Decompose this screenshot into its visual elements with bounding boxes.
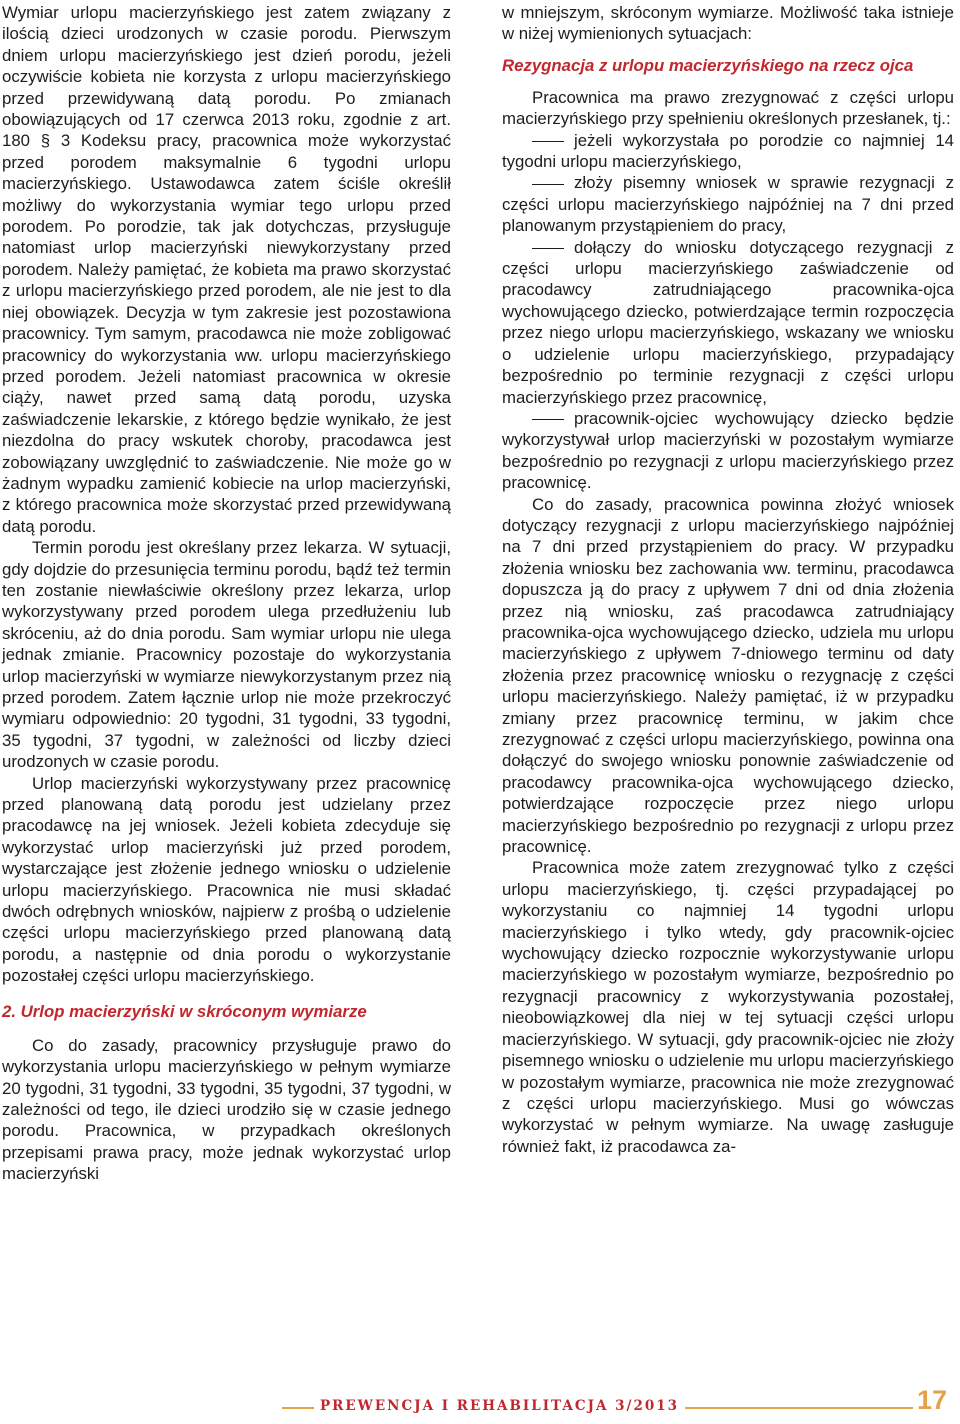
paragraph: Pracownica może zatem zrezygnować tylko z części urlopu macierzyńskiego, tj. części przypadającej po wykorzystaniu co najmniej 14 tygodni urlopu macierzyńskiego i tylko wtedy, gdy pracownik-ojciec wychowujący dziecko rozpocznie wykorzystywanie urlopu macierzyńskiego w pozostałym wymiarze, bezpośrednio po rezygnacji pracownicy z wykorzystywania pozostałej, nieobowiązkowej dla niej w tej sytuacji części urlopu macierzyńskiego. W sytuacji, gdy pracownik-ojciec nie złoży pisemnego wniosku o udzielenie mu urlopu macierzyńskiego w pozostałym wymiarze, pracownica nie może zrezygnować z części urlopu macierzyńskiego. Musi go wówczas wykorzystać w pełnym wymiarze. Na uwagę zasługuje również fakt, iż pracodawca za- [502, 858, 954, 1156]
paragraph: Co do zasady, pracownicy przysługuje prawo do wykorzystania urlopu macierzyńskiego w pełnym wymiarze 20 tygodni, 31 tygodni, 33 tygodni, 35 tygodni, 37 tygodni, w zależności od tego, ile dzieci urodziło się w czasie jednego porodu. Pracownica, w przypadkach określonych przepisami prawa pracy, może jednak wykorzystać urlop macierzyński [2, 1035, 451, 1184]
paragraph: w mniejszym, skróconym wymiarze. Możliwość taka istnieje w niżej wymienionych sytuacjach: [502, 3, 954, 44]
list-item-text: jeżeli wykorzystała po porodzie co najmniej 14 tygodni urlopu macierzyńskiego, [502, 130, 954, 172]
list-item-text: dołączy do wniosku dotyczącego rezygnacji z części urlopu macierzyńskiego zaświadczenie od pracodawcy zatrudniającego pracownika-ojca wychowującego dziecko, potwierdzające termin rozpoczęcia przez niego urlopu macierzyńskiego, wskazany we wniosku o udzielenie urlopu macierzyńskiego, przypadający bezpośrednio po terminie rezygnacji z części urlopu macierzyńskiego przez pracownicę, [502, 237, 954, 407]
dash-icon [532, 419, 564, 420]
paragraph: Wymiar urlopu macierzyńskiego jest zatem związany z ilością dzieci urodzonych w czasie porodu. Pierwszym dniem urlopu macierzyńskiego jest dzień porodu, jeżeli oczywiście kobieta nie korzysta z urlopu macierzyńskiego przed przewidywaną datą porodu. Po zmianach obowiązujących od 17 czerwca 2013 roku, zgodnie z art. 180 § 3 Kodeksu pracy, pracownica może wykorzystać przed porodem maksymalnie 6 tygodni urlopu macierzyńskiego. Ustawodawca zatem ściśle określił możliwy do wykorzystania wymiar tego urlopu przed porodem. Po porodzie, tak jak dotychczas, przysługuje natomiast urlop macierzyński niewykorzystany przed porodem. Należy pamiętać, że kobieta ma prawo skorzystać z urlopu macierzyńskiego przed porodem, ale nie jest to dla niej obowiązek. Decyzja w tym zakresie jest pozostawiona pracownicy. Tym samym, pracodawca nie może zobligować pracownicy do wykorzystania ww. urlopu macierzyńskiego przed porodem. Jeżeli natomiast pracownica w okresie ciąży, nawet przed samą datą porodu, uzyska zaświadczenie lekarskie, z którego będzie wynikało, że jest niezdolna do pracy wskutek choroby, pracodawca jest zobowiązany uwzględnić to zaświadczenie. Nie może go w żadnym wypadku zamienić kobiecie na urlop macierzyński, z którego pracownica może skorzystać przed przewidywaną datą porodu. [2, 3, 451, 536]
paragraph: Termin porodu jest określany przez lekarza. W sytuacji, gdy dojdzie do przesunięcia terminu porodu, bądź też termin ten zostanie niewłaściwie określony przez lekarza, urlop wykorzystywany przed porodem ulega przedłużeniu lub skróceniu, aż do dnia porodu. Sam wymiar urlopu nie ulega jednak zmianie. Pracownicy pozostaje do wykorzystania urlop macierzyński w wymiarze niewykorzystanym przez nią przed porodem. Zatem łącznie urlop nie może przekroczyć wymiaru odpowiednio: 20 tygodni, 31 tygodni, 33 tygodni, 35 tygodni, 37 tygodni, w zależności od liczby dzieci urodzonych w czasie porodu. [2, 538, 451, 772]
subheading: Rezygnacja z urlopu macierzyńskiego na rzecz ojca [502, 55, 914, 75]
dash-icon [532, 141, 564, 142]
list-item [502, 408, 954, 494]
list-item [502, 172, 954, 236]
left-column [2, 2, 451, 1185]
list-item [502, 130, 954, 173]
paragraph: Co do zasady, pracownica powinna złożyć wniosek dotyczący rezygnacji z urlopu macierzyńskiego najpóźniej na 7 dni przed przystąpieniem do pracy. W przypadku złożenia wniosku bez zachowania ww. terminu, pracodawca dopuszcza ją do pracy z upływem 7 dni od dnia złożenia przez nią wniosku, zaś pracodawca zatrudniający pracownika-ojca wychowującego dziecko, udziela mu urlopu macierzyńskiego z upływem 7-dniowego terminu od daty złożenia przez pracownicę wniosku o rezygnację z części urlopu macierzyńskiego. Należy pamiętać, iż w przypadku zmiany przez pracownicę terminu, w jakim chce zrezygnować z części urlopu macierzyńskiego, powinna ona dołączyć do swojego wniosku ponownie zaświadczenie od pracodawcy pracownika-ojca wychowującego dziecko, potwierdzające rozpoczęcie przez niego urlopu macierzyńskiego bezpośrednio po rezygnacji z urlopu przez pracownicę. [502, 494, 954, 857]
paragraph: Urlop macierzyński wykorzystywany przez pracownicę przed planowaną datą porodu jest udzielany przez pracodawcę na jej wniosek. Jeżeli kobieta zdecyduje się wykorzystać urlop macierzyński już przed porodem, wystarczające jest złożenie jednego wniosku o udzielenie urlopu macierzyńskiego. Pracownica nie musi składać dwóch odrębnych wniosków, najpierw z prośbą o udzielenie części urlopu macierzyńskiego przed planowaną datą porodu, a następnie od dnia porodu o wykorzystanie pozostałej części urlopu macierzyńskiego. [2, 773, 451, 986]
right-column [502, 2, 954, 1157]
list-item-text: złoży pisemny wniosek w sprawie rezygnacji z części urlopu macierzyńskiego najpóźniej na 7 dni przed planowanym przystąpieniem do pracy, [502, 173, 954, 236]
page-number: 17 [913, 1385, 951, 1416]
section-heading: 2. Urlop macierzyński w skróconym wymiarze [2, 1001, 367, 1021]
dash-icon [532, 248, 564, 249]
journal-title: PREWENCJA I REHABILITACJA 3/2013 [314, 1398, 685, 1414]
list-item-text: pracownik-ojciec wychowujący dziecko będzie wykorzystywał urlop macierzyński w pozostałym wymiarze bezpośrednio po rezygnacji z urlopu macierzyńskiego przez pracownicę. [502, 408, 954, 493]
list-item [502, 237, 954, 408]
paragraph: Pracownica ma prawo zrezygnować z części urlopu macierzyńskiego przy spełnieniu określonych przesłanek, tj.: [502, 87, 954, 129]
dash-icon [532, 184, 564, 185]
